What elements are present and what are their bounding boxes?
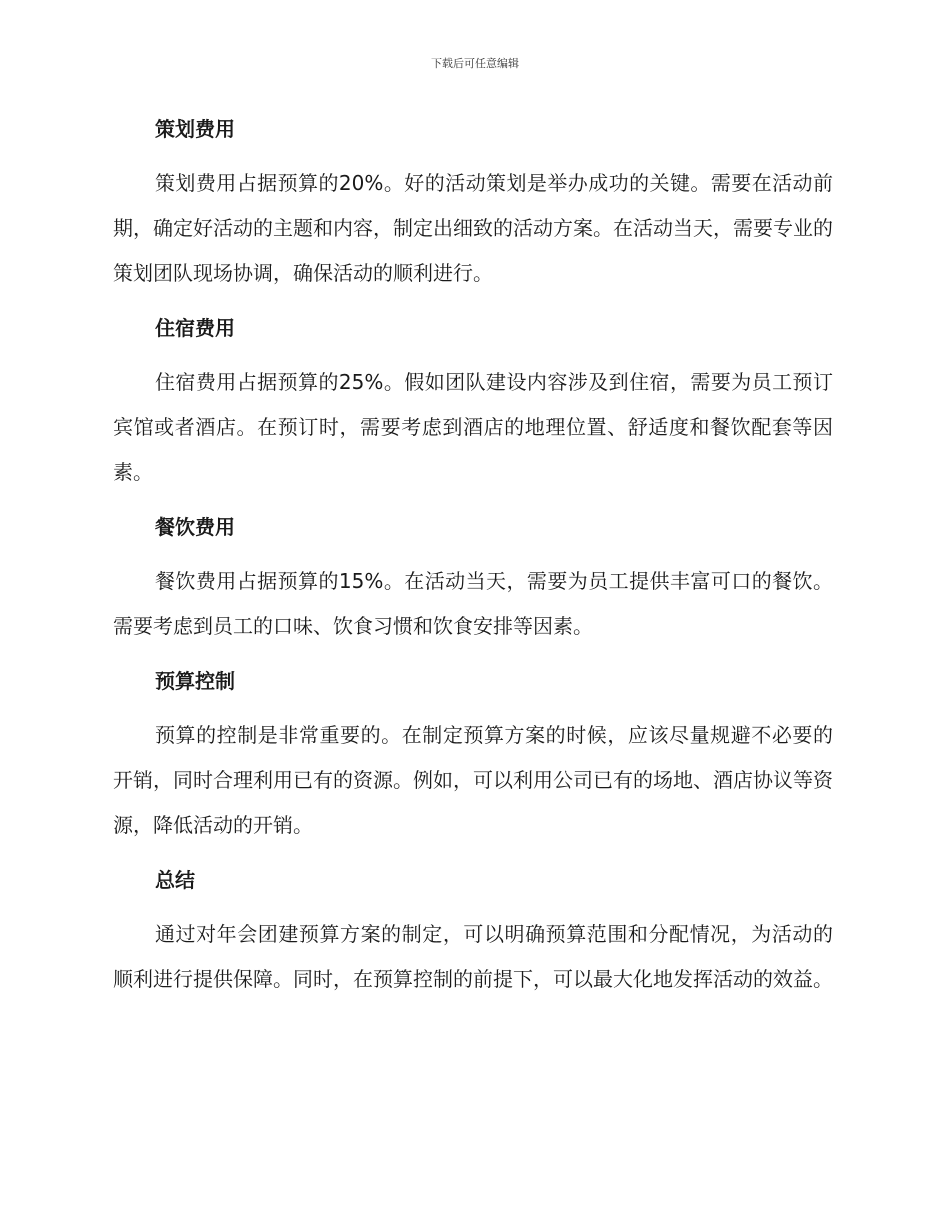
section-planning xyxy=(113,112,833,296)
section-paragraph: 住宿费用占据预算的25%。假如团队建设内容涉及到住宿，需要为员工预订宾馆或者酒店。在预订时，需要考虑到酒店的地理位置、舒适度和餐饮配套等因素。 xyxy=(113,370,833,484)
section-paragraph: 餐饮费用占据预算的15%。在活动当天，需要为员工提供丰富可口的餐饮。需要考虑到员工的口味、饮食习惯和饮食安排等因素。 xyxy=(113,569,833,638)
section-accommodation xyxy=(113,311,833,495)
section-summary xyxy=(113,863,833,1002)
section-heading: 策划费用 xyxy=(155,117,235,141)
section-budget-control xyxy=(113,664,833,848)
page-header-watermark: 下载后可任意编辑 xyxy=(431,57,519,70)
section-paragraph: 策划费用占据预算的20%。好的活动策划是举办成功的关键。需要在活动前期，确定好活动的主题和内容，制定出细致的活动方案。在活动当天，需要专业的策划团队现场协调，确保活动的顺利进行。 xyxy=(113,171,833,285)
section-paragraph: 通过对年会团建预算方案的制定，可以明确预算范围和分配情况，为活动的顺利进行提供保障。同时，在预算控制的前提下，可以最大化地发挥活动的效益。 xyxy=(113,922,833,991)
section-heading: 餐饮费用 xyxy=(155,515,235,539)
section-catering xyxy=(113,510,833,649)
document-body xyxy=(113,112,833,1017)
section-paragraph: 预算的控制是非常重要的。在制定预算方案的时候，应该尽量规避不必要的开销，同时合理利用已有的资源。例如，可以利用公司已有的场地、酒店协议等资源，降低活动的开销。 xyxy=(113,723,833,837)
section-heading: 总结 xyxy=(155,868,195,892)
section-heading: 住宿费用 xyxy=(155,316,235,340)
section-heading: 预算控制 xyxy=(155,669,235,693)
